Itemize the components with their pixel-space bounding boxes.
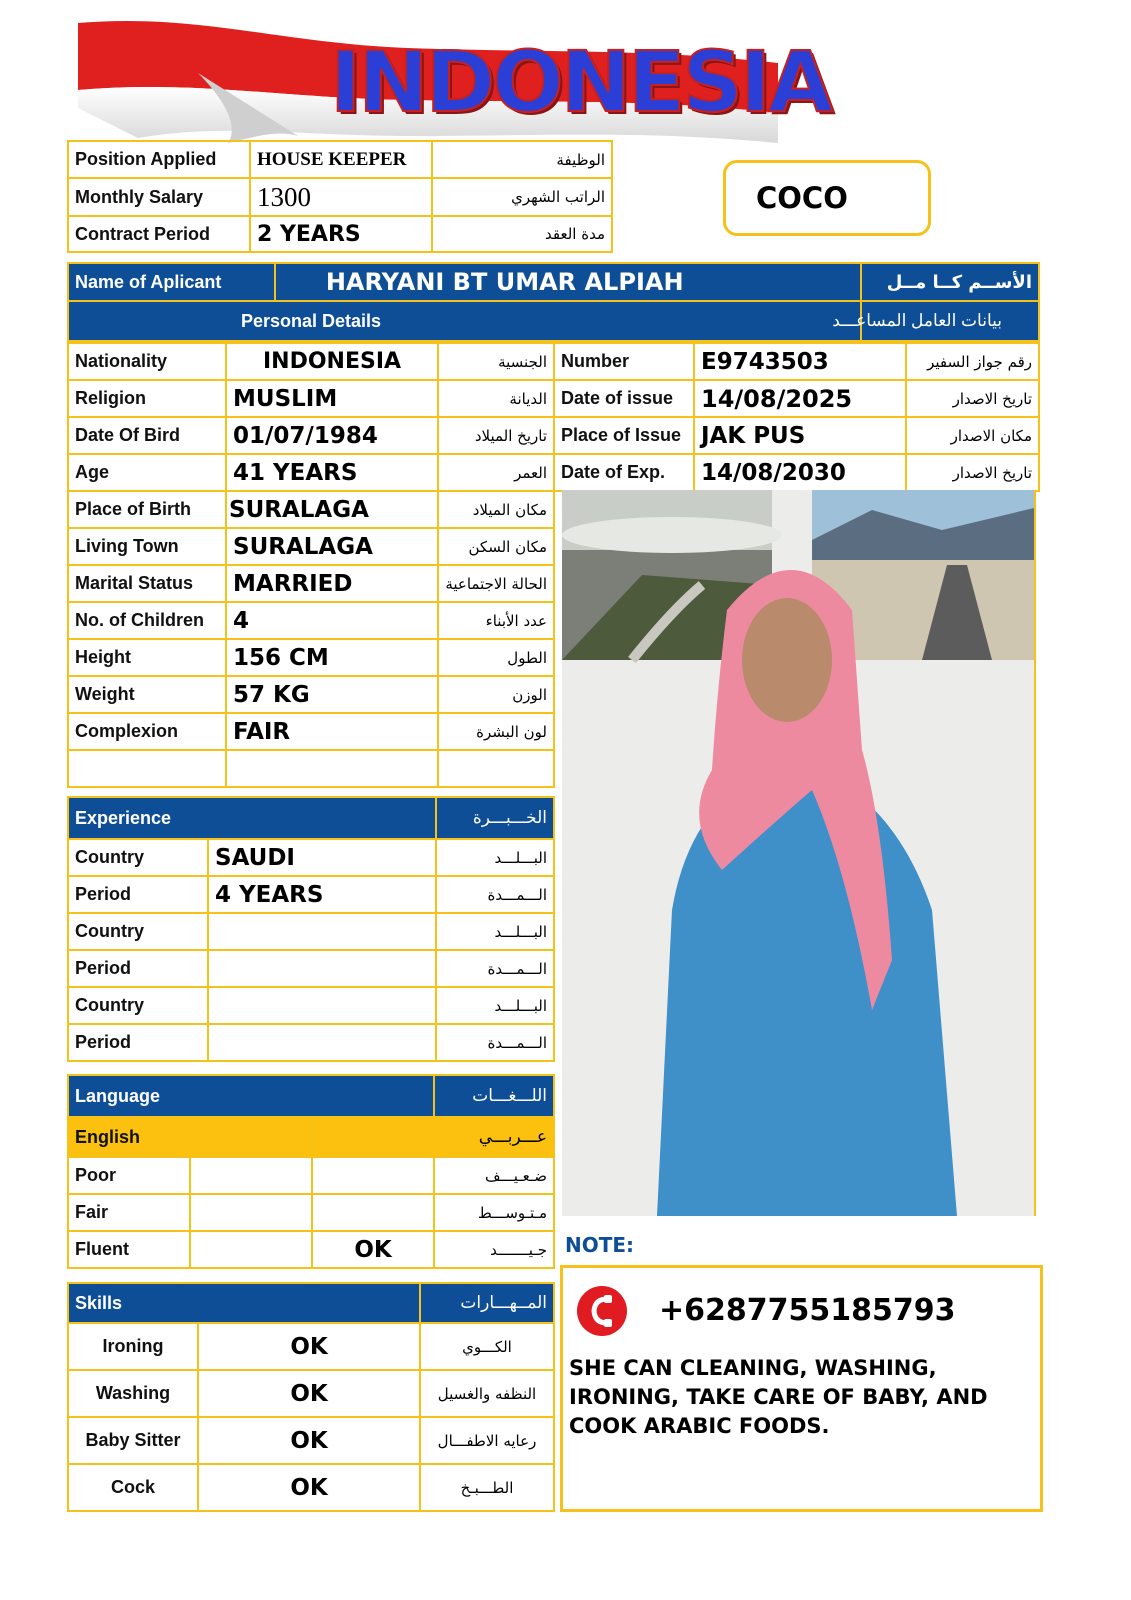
experience-value bbox=[208, 1024, 436, 1061]
language-level-ar: ضـعـيـــف bbox=[434, 1157, 554, 1194]
skill-label: Cock bbox=[68, 1464, 198, 1511]
phone-icon bbox=[577, 1286, 627, 1336]
skill-label-ar: الكـــوي bbox=[420, 1323, 554, 1370]
job-table bbox=[67, 140, 613, 253]
job-label-ar: مدة العقد bbox=[432, 216, 612, 252]
experience-label: Country bbox=[68, 913, 208, 950]
code-box bbox=[723, 160, 931, 236]
experience-label-ar: الـــمـــدة bbox=[436, 950, 554, 987]
personal-value: SURALAGA bbox=[226, 491, 438, 528]
personal-label: Living Town bbox=[68, 528, 226, 565]
language-arabic-value: OK bbox=[312, 1231, 434, 1268]
personal-details-title: Personal Details bbox=[68, 301, 861, 341]
job-label: Monthly Salary bbox=[68, 178, 250, 216]
language-english-value bbox=[190, 1231, 312, 1268]
experience-value bbox=[208, 950, 436, 987]
experience-title-ar: الخـــبـــرة bbox=[436, 797, 554, 839]
skill-value: OK bbox=[198, 1370, 420, 1417]
personal-table bbox=[67, 342, 555, 788]
experience-value bbox=[208, 913, 436, 950]
language-english-label: English bbox=[68, 1117, 312, 1157]
experience-label-ar: الـــمـــدة bbox=[436, 876, 554, 913]
personal-label: Weight bbox=[68, 676, 226, 713]
personal-value: 57 KG bbox=[226, 676, 438, 713]
experience-label-ar: البـــلـــد bbox=[436, 839, 554, 876]
personal-label: Date Of Bird bbox=[68, 417, 226, 454]
skills-title-ar: المــهـــارات bbox=[420, 1283, 554, 1323]
personal-value bbox=[226, 750, 438, 787]
personal-value: SURALAGA bbox=[226, 528, 438, 565]
job-label-ar: الوظيفة bbox=[432, 141, 612, 178]
personal-label-ar: لون البشرة bbox=[438, 713, 554, 750]
passport-label-ar: رقم جواز السفير bbox=[906, 343, 1039, 380]
skill-value: OK bbox=[198, 1323, 420, 1370]
passport-label: Date of Exp. bbox=[554, 454, 694, 491]
experience-label: Country bbox=[68, 839, 208, 876]
job-label: Position Applied bbox=[68, 141, 250, 178]
job-value: HOUSE KEEPER bbox=[250, 141, 432, 178]
note-box bbox=[560, 1265, 1043, 1512]
skill-label: Washing bbox=[68, 1370, 198, 1417]
passport-value: E9743503 bbox=[694, 343, 906, 380]
passport-value: 14/08/2030 bbox=[694, 454, 906, 491]
experience-label: Country bbox=[68, 987, 208, 1024]
language-arabic-label: عـــربـــي bbox=[312, 1117, 554, 1157]
language-table bbox=[67, 1074, 555, 1269]
language-english-value bbox=[190, 1194, 312, 1231]
applicant-label: Name of Aplicant bbox=[68, 263, 275, 301]
language-arabic-value bbox=[312, 1157, 434, 1194]
personal-value: 01/07/1984 bbox=[226, 417, 438, 454]
applicant-header bbox=[67, 262, 1040, 342]
skills-table bbox=[67, 1282, 555, 1512]
personal-label-ar: مكان السكن bbox=[438, 528, 554, 565]
personal-value: MUSLIM bbox=[226, 380, 438, 417]
personal-label: Nationality bbox=[68, 343, 226, 380]
language-level: Poor bbox=[68, 1157, 190, 1194]
personal-label: Place of Birth bbox=[68, 491, 226, 528]
language-title-ar: اللـــغـــات bbox=[434, 1075, 554, 1117]
personal-label-ar: الجنسية bbox=[438, 343, 554, 380]
experience-label-ar: الـــمـــدة bbox=[436, 1024, 554, 1061]
personal-label-ar: العمر bbox=[438, 454, 554, 491]
personal-label bbox=[68, 750, 226, 787]
job-value: 2 YEARS bbox=[250, 216, 432, 252]
personal-label-ar bbox=[438, 750, 554, 787]
skill-label-ar: النظفه والغسيل bbox=[420, 1370, 554, 1417]
personal-label: Marital Status bbox=[68, 565, 226, 602]
note-text: SHE CAN CLEANING, WASHING, IRONING, TAKE CARE OF BABY, AND COOK ARABIC FOODS. bbox=[569, 1356, 988, 1438]
language-title: Language bbox=[68, 1075, 434, 1117]
passport-label-ar: مكان الاصدار bbox=[906, 417, 1039, 454]
personal-value: 41 YEARS bbox=[226, 454, 438, 491]
country-title: INDONESIA bbox=[330, 33, 831, 131]
passport-value: JAK PUS bbox=[694, 417, 906, 454]
applicant-name: HARYANI BT UMAR ALPIAH bbox=[275, 263, 861, 301]
personal-label: No. of Children bbox=[68, 602, 226, 639]
personal-label: Height bbox=[68, 639, 226, 676]
passport-label-ar: تاريخ الاصدار bbox=[906, 380, 1039, 417]
job-label: Contract Period bbox=[68, 216, 250, 252]
experience-title: Experience bbox=[68, 797, 436, 839]
personal-value: MARRIED bbox=[226, 565, 438, 602]
experience-label: Period bbox=[68, 876, 208, 913]
code-box-text: COCO bbox=[756, 181, 848, 215]
personal-label: Religion bbox=[68, 380, 226, 417]
personal-label-ar: الديانة bbox=[438, 380, 554, 417]
experience-label-ar: البـــلـــد bbox=[436, 913, 554, 950]
personal-label-ar: الحالة الاجتماعية bbox=[438, 565, 554, 602]
skill-label: Baby Sitter bbox=[68, 1417, 198, 1464]
personal-value: FAIR bbox=[226, 713, 438, 750]
experience-value: SAUDI bbox=[208, 839, 436, 876]
skill-label-ar: رعايه الاطفـــال bbox=[420, 1417, 554, 1464]
job-value: 1300 bbox=[250, 178, 432, 216]
note-title: NOTE: bbox=[565, 1233, 635, 1257]
language-level: Fair bbox=[68, 1194, 190, 1231]
passport-label: Number bbox=[554, 343, 694, 380]
applicant-photo bbox=[562, 490, 1036, 1216]
personal-label-ar: الطول bbox=[438, 639, 554, 676]
phone-number: +6287755185793 bbox=[659, 1293, 956, 1328]
personal-label-ar: مكان الميلاد bbox=[438, 491, 554, 528]
language-arabic-value bbox=[312, 1194, 434, 1231]
skill-value: OK bbox=[198, 1417, 420, 1464]
experience-label-ar: البـــلـــد bbox=[436, 987, 554, 1024]
skill-label: Ironing bbox=[68, 1323, 198, 1370]
personal-label-ar: الوزن bbox=[438, 676, 554, 713]
language-level-ar: جـيـــــــد bbox=[434, 1231, 554, 1268]
personal-value: 156 CM bbox=[226, 639, 438, 676]
personal-label-ar: عدد الأبناء bbox=[438, 602, 554, 639]
skills-title: Skills bbox=[68, 1283, 420, 1323]
personal-label: Complexion bbox=[68, 713, 226, 750]
experience-value bbox=[208, 987, 436, 1024]
language-english-value bbox=[190, 1157, 312, 1194]
language-level-ar: مـتـوســـط bbox=[434, 1194, 554, 1231]
personal-details-title-ar: بيانات العامل المساعـــد bbox=[861, 301, 1039, 341]
skill-label-ar: الطـــبـخ bbox=[420, 1464, 554, 1511]
personal-value: 4 bbox=[226, 602, 438, 639]
skill-value: OK bbox=[198, 1464, 420, 1511]
experience-label: Period bbox=[68, 950, 208, 987]
language-level: Fluent bbox=[68, 1231, 190, 1268]
passport-value: 14/08/2025 bbox=[694, 380, 906, 417]
applicant-label-ar: الأســم كــا مــل bbox=[861, 263, 1039, 301]
personal-label-ar: تاريخ الميلاد bbox=[438, 417, 554, 454]
passport-table bbox=[553, 342, 1040, 492]
job-label-ar: الراتب الشهري bbox=[432, 178, 612, 216]
passport-label: Place of Issue bbox=[554, 417, 694, 454]
experience-value: 4 YEARS bbox=[208, 876, 436, 913]
passport-label-ar: تاريخ الاصدار bbox=[906, 454, 1039, 491]
personal-value: INDONESIA bbox=[226, 343, 438, 380]
experience-label: Period bbox=[68, 1024, 208, 1061]
personal-label: Age bbox=[68, 454, 226, 491]
passport-label: Date of issue bbox=[554, 380, 694, 417]
experience-table bbox=[67, 796, 555, 1062]
